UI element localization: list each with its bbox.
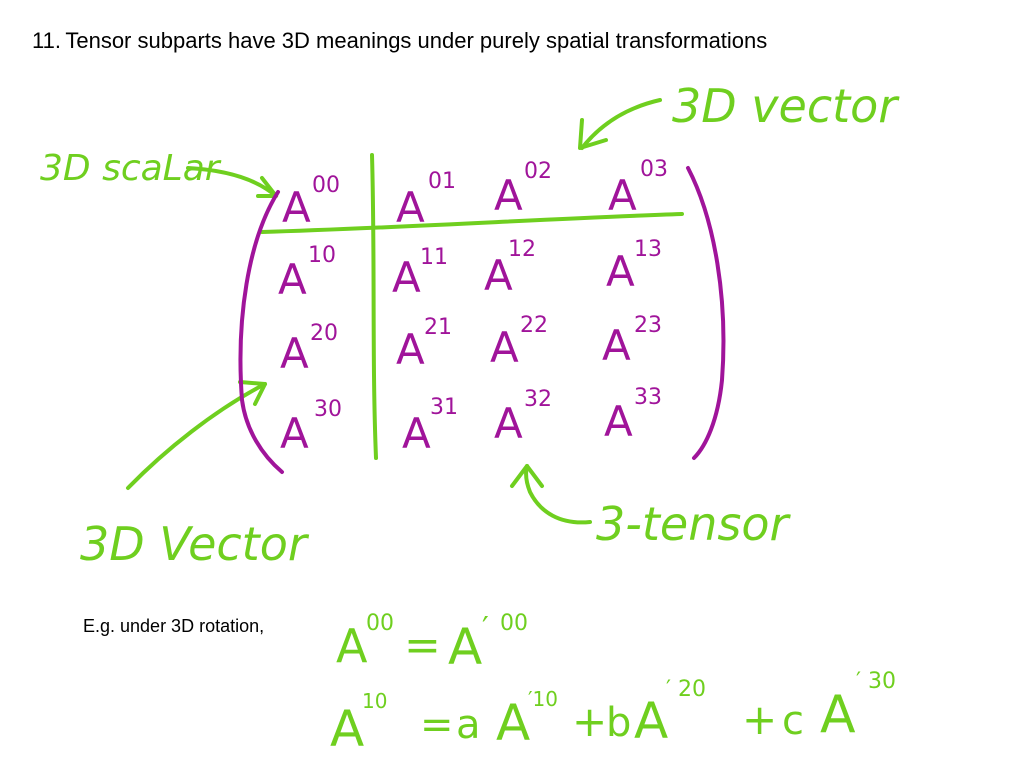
tensor-label: 3-tensor	[596, 497, 789, 551]
eq2-coef-a: a	[456, 702, 481, 748]
eq2-term1-symbol: A	[496, 694, 531, 752]
matrix-symbol: A	[280, 329, 309, 378]
equation-line-2	[330, 669, 896, 758]
matrix-row-2	[280, 313, 662, 378]
eq1-lhs-symbol: A	[336, 619, 368, 673]
matrix-index: 22	[520, 313, 548, 338]
matrix-index: 31	[430, 395, 458, 420]
matrix-index: 12	[508, 237, 536, 262]
matrix-index: 21	[424, 315, 452, 340]
left-vector-arrow	[128, 384, 265, 488]
matrix-index: 11	[420, 245, 448, 270]
eq2-equals: =	[420, 702, 454, 748]
matrix-left-bracket	[241, 192, 283, 472]
eq2-term3-index: ′ 30	[856, 669, 896, 694]
matrix-index: 33	[634, 385, 662, 410]
eq1-equals: =	[404, 620, 441, 671]
eq2-term2-index: ′ 20	[666, 677, 706, 702]
matrix-symbol: A	[278, 255, 307, 304]
eq1-lhs-index: 00	[366, 611, 394, 636]
matrix-symbol: A	[392, 253, 421, 302]
eq2-lhs-index: 10	[362, 689, 388, 713]
eq2-term2-symbol: A	[634, 692, 669, 750]
eq1-rhs-symbol: A	[448, 618, 483, 676]
eq1-rhs-prime: ′	[482, 611, 489, 646]
matrix-symbol: A	[494, 399, 523, 448]
matrix-index: 00	[312, 173, 340, 198]
matrix-right-bracket	[688, 168, 723, 458]
eq2-plus-2: +	[742, 695, 778, 744]
matrix-symbol: A	[280, 409, 309, 458]
matrix-symbol: A	[608, 171, 637, 220]
example-caption: E.g. under 3D rotation,	[83, 616, 265, 636]
matrix-index: 23	[634, 313, 662, 338]
matrix-index: 30	[314, 397, 342, 422]
matrix-symbol: A	[602, 321, 631, 370]
eq2-coef-b: b	[606, 700, 632, 746]
matrix-symbol: A	[484, 251, 513, 300]
matrix-row-0	[282, 157, 668, 232]
equation-line-1	[336, 611, 528, 676]
matrix-row-3	[280, 385, 662, 458]
matrix-symbol: A	[490, 323, 519, 372]
matrix-symbol: A	[396, 183, 425, 232]
scalar-label: 3D scaLar	[40, 148, 220, 189]
matrix-row-1	[278, 237, 662, 304]
top-vector-label: 3D vector	[672, 79, 898, 133]
left-vector-label: 3D Vector	[80, 517, 307, 571]
matrix-symbol: A	[282, 183, 311, 232]
eq2-term1-index: ′10	[528, 687, 558, 711]
slide-title: 11. Tensor subparts have 3D meanings under purely spatial transformations	[32, 28, 768, 53]
matrix-symbol: A	[396, 325, 425, 374]
matrix-symbol: A	[606, 247, 635, 296]
eq2-coef-c: c	[782, 698, 804, 744]
eq2-lhs-symbol: A	[330, 700, 365, 758]
matrix-index: 01	[428, 169, 456, 194]
eq2-plus-1: +	[572, 697, 608, 746]
matrix-index: 20	[310, 321, 338, 346]
matrix-symbol: A	[494, 171, 523, 220]
matrix-symbol: A	[402, 409, 431, 458]
top-vector-arrow	[582, 100, 660, 148]
matrix-index: 02	[524, 159, 552, 184]
matrix-index: 03	[640, 157, 668, 182]
matrix-vertical-divider	[372, 155, 376, 458]
matrix-index: 13	[634, 237, 662, 262]
matrix-index: 32	[524, 387, 552, 412]
eq1-rhs-index: 00	[500, 611, 528, 636]
matrix-symbol: A	[604, 397, 633, 446]
eq2-term3-symbol: A	[820, 685, 856, 745]
matrix-index: 10	[308, 243, 336, 268]
